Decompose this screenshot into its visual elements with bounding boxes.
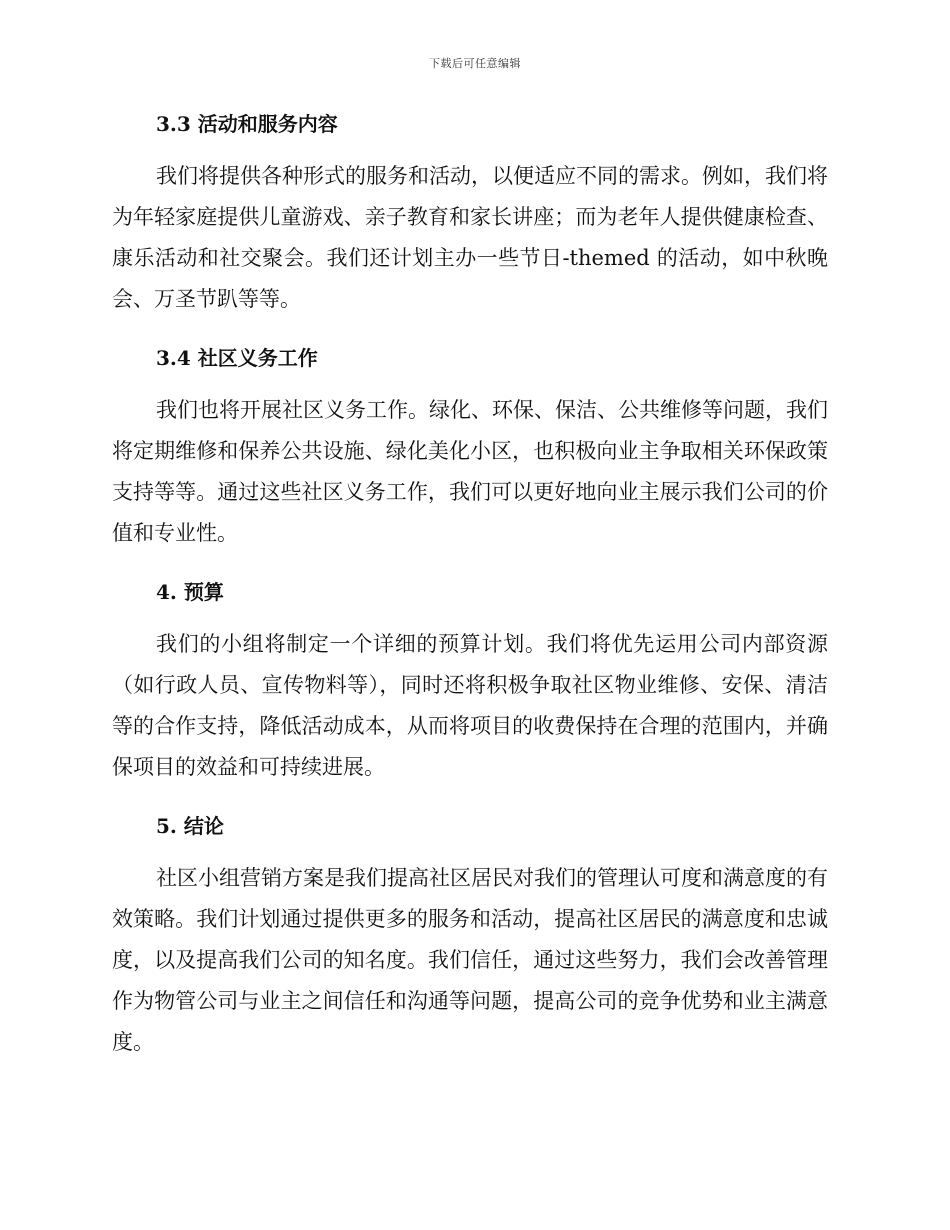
section-conclusion: [112, 812, 828, 1063]
section-paragraph: 社区小组营销方案是我们提高社区居民对我们的管理认可度和满意度的有效策略。我们计划通过提供更多的服务和活动，提高社区居民的满意度和忠诚度，以及提高我们公司的知名度。我们信任，通过这些努力，我们会改善管理作为物管公司与业主之间信任和沟通等问题，提高公司的竞争优势和业主满意度。: [112, 866, 828, 1054]
section-heading: 5. 结论: [156, 814, 224, 838]
section-paragraph: 我们将提供各种形式的服务和活动，以便适应不同的需求。例如，我们将为年轻家庭提供儿童游戏、亲子教育和家长讲座；而为老年人提供健康检查、康乐活动和社交聚会。我们还计划主办一些节日-themed 的活动，如中秋晚会、万圣节趴等等。: [112, 164, 828, 311]
page-header: 下载后可任意编辑: [429, 57, 521, 70]
section-paragraph: 我们也将开展社区义务工作。绿化、环保、保洁、公共维修等问题，我们将定期维修和保养公共设施、绿化美化小区，也积极向业主争取相关环保政策支持等等。通过这些社区义务工作，我们可以更好地向业主展示我们公司的价值和专业性。: [112, 398, 828, 545]
section-heading: 4. 预算: [156, 580, 224, 604]
section-budget: [112, 578, 828, 788]
document-body: [112, 110, 828, 1087]
section-community-volunteer: [112, 344, 828, 554]
section-paragraph: 我们的小组将制定一个详细的预算计划。我们将优先运用公司内部资源（如行政人员、宣传物料等），同时还将积极争取社区物业维修、安保、清洁等的合作支持，降低活动成本，从而将项目的收费保持在合理的范围内，并确保项目的效益和可持续进展。: [112, 632, 828, 779]
section-heading: 3.4 社区义务工作: [156, 346, 318, 370]
section-activities-services: [112, 110, 828, 320]
section-heading: 3.3 活动和服务内容: [156, 112, 338, 136]
